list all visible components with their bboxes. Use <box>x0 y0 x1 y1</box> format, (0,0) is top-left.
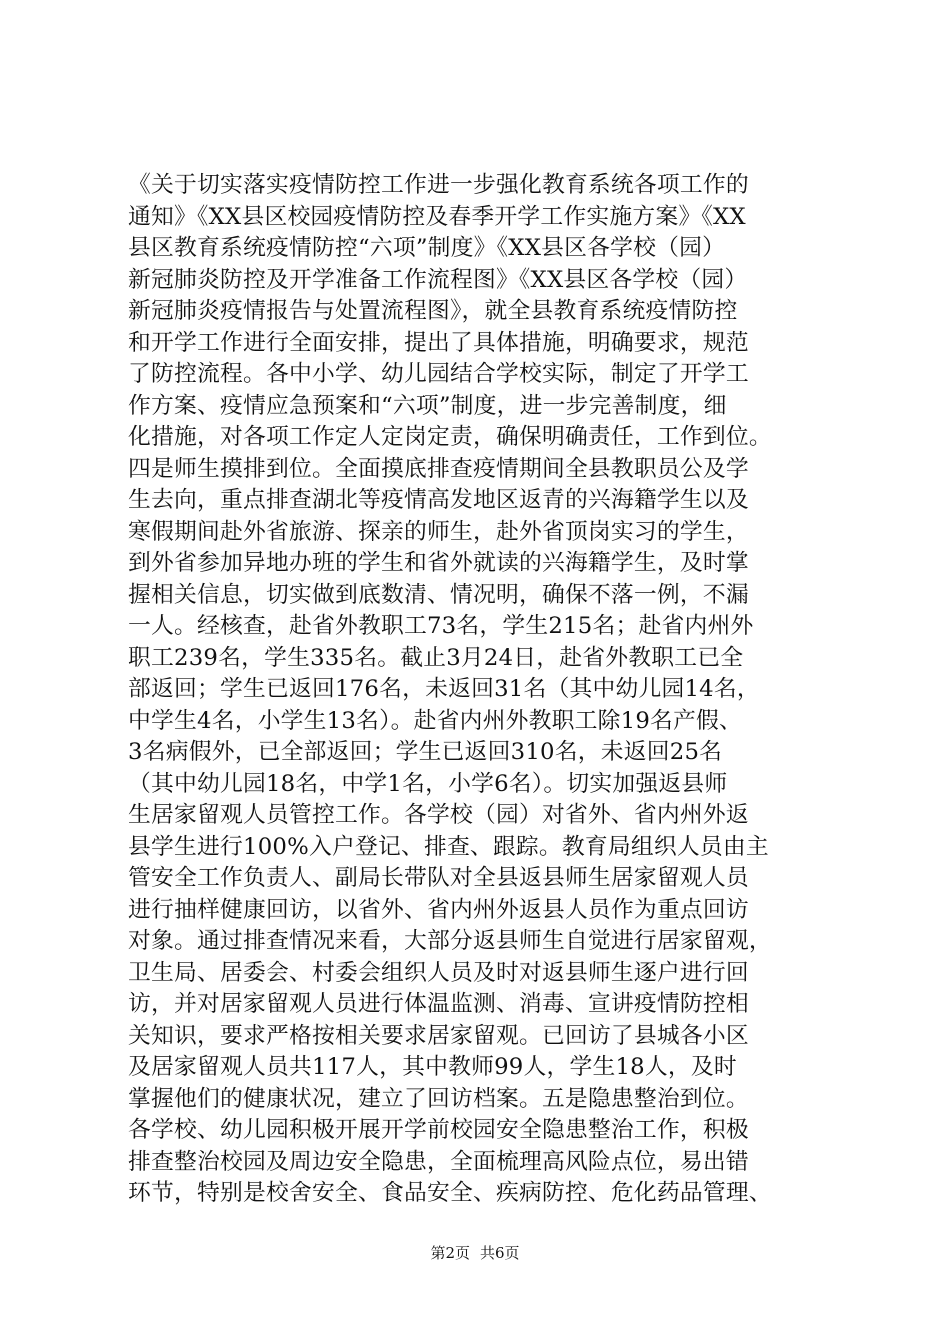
text-line: 生去向，重点排查湖北等疫情高发地区返青的兴海籍学生以及 <box>128 487 749 513</box>
text-line: 化措施，对各项工作定人定岗定责，确保明确责任，工作到位。 <box>128 424 772 450</box>
text-line: 到外省参加异地办班的学生和省外就读的兴海籍学生，及时掌 <box>128 550 749 576</box>
text-line: 关知识，要求严格按相关要求居家留观。已回访了县城各小区 <box>128 1022 749 1049</box>
text-line: 作方案、疫情应急预案和“六项”制度，进一步完善制度，细 <box>128 392 727 419</box>
text-line: 管安全工作负责人、副局长带队对全县返县师生居家留观人员 <box>128 865 749 891</box>
text-line: （其中幼儿园18名，中学1名，小学6名）。切实加强返县师 <box>128 770 728 797</box>
text-line: 进行抽样健康回访，以省外、省内州外返县人员作为重点回访 <box>128 896 749 923</box>
text-line: 握相关信息，切实做到底数清、情况明，确保不落一例，不漏 <box>128 581 749 608</box>
page-footer <box>0 1243 950 1263</box>
text-line: 新冠肺炎防控及开学准备工作流程图》《XX县区各学校（园） <box>128 266 748 293</box>
text-line: 掌握他们的健康状况，建立了回访档案。五是隐患整治到位。 <box>128 1085 749 1112</box>
text-line: 环节，特别是校舍安全、食品安全、疾病防控、危化药品管理、 <box>128 1180 772 1206</box>
text-line: 部返回；学生已返回176名，未返回31名（其中幼儿园14名， <box>128 676 760 702</box>
body-text <box>128 170 840 1210</box>
text-line: 和开学工作进行全面安排，提出了具体措施，明确要求，规范 <box>128 329 749 356</box>
text-line: 寒假期间赴外省旅游、探亲的师生，赴外省顶岗实习的学生， <box>128 518 749 545</box>
text-line: 四是师生摸排到位。全面摸底排查疫情期间全县教职员公及学 <box>128 455 749 482</box>
page-total: 共6页 <box>480 1244 520 1262</box>
text-line: 一人。经核查，赴省外教职工73名，学生215名；赴省内州外 <box>128 613 754 639</box>
text-line: 各学校、幼儿园积极开展开学前校园安全隐患整治工作，积极 <box>128 1117 749 1143</box>
text-line: 生居家留观人员管控工作。各学校（园）对省外、省内州外返 <box>128 802 749 828</box>
text-line: 排查整治校园及周边安全隐患，全面梳理高风险点位，易出错 <box>128 1148 749 1175</box>
text-line: 县学生进行100%入户登记、排查、跟踪。教育局组织人员由主 <box>128 833 769 860</box>
text-line: 职工239名，学生335名。截止3月24日，赴省外教职工已全 <box>128 644 744 671</box>
text-line: 访，并对居家留观人员进行体温监测、消毒、宣讲疫情防控相 <box>128 991 749 1017</box>
text-line: 中学生4名，小学生13名）。赴省内州外教职工除19名产假、 <box>128 707 743 734</box>
page-number: 第2页 <box>430 1244 470 1262</box>
text-line: 县区教育系统疫情防控“六项”制度》《XX县区各学校（园） <box>128 235 726 261</box>
text-line: 新冠肺炎疫情报告与处置流程图》，就全县教育系统疫情防控 <box>128 298 738 324</box>
text-line: 对象。通过排查情况来看，大部分返县师生自觉进行居家留观， <box>128 928 772 954</box>
text-line: 3名病假外，已全部返回；学生已返回310名，未返回25名 <box>128 739 723 765</box>
text-line: 通知》《XX县区校园疫情防控及春季开学工作实施方案》《XX <box>128 203 746 230</box>
text-line: 了防控流程。各中小学、幼儿园结合学校实际，制定了开学工 <box>128 361 749 387</box>
text-line: 《关于切实落实疫情防控工作进一步强化教育系统各项工作的 <box>128 172 749 198</box>
text-line: 卫生局、居委会、村委会组织人员及时对返县师生逐户进行回 <box>128 959 749 986</box>
text-line: 及居家留观人员共117人，其中教师99人，学生18人，及时 <box>128 1054 737 1080</box>
